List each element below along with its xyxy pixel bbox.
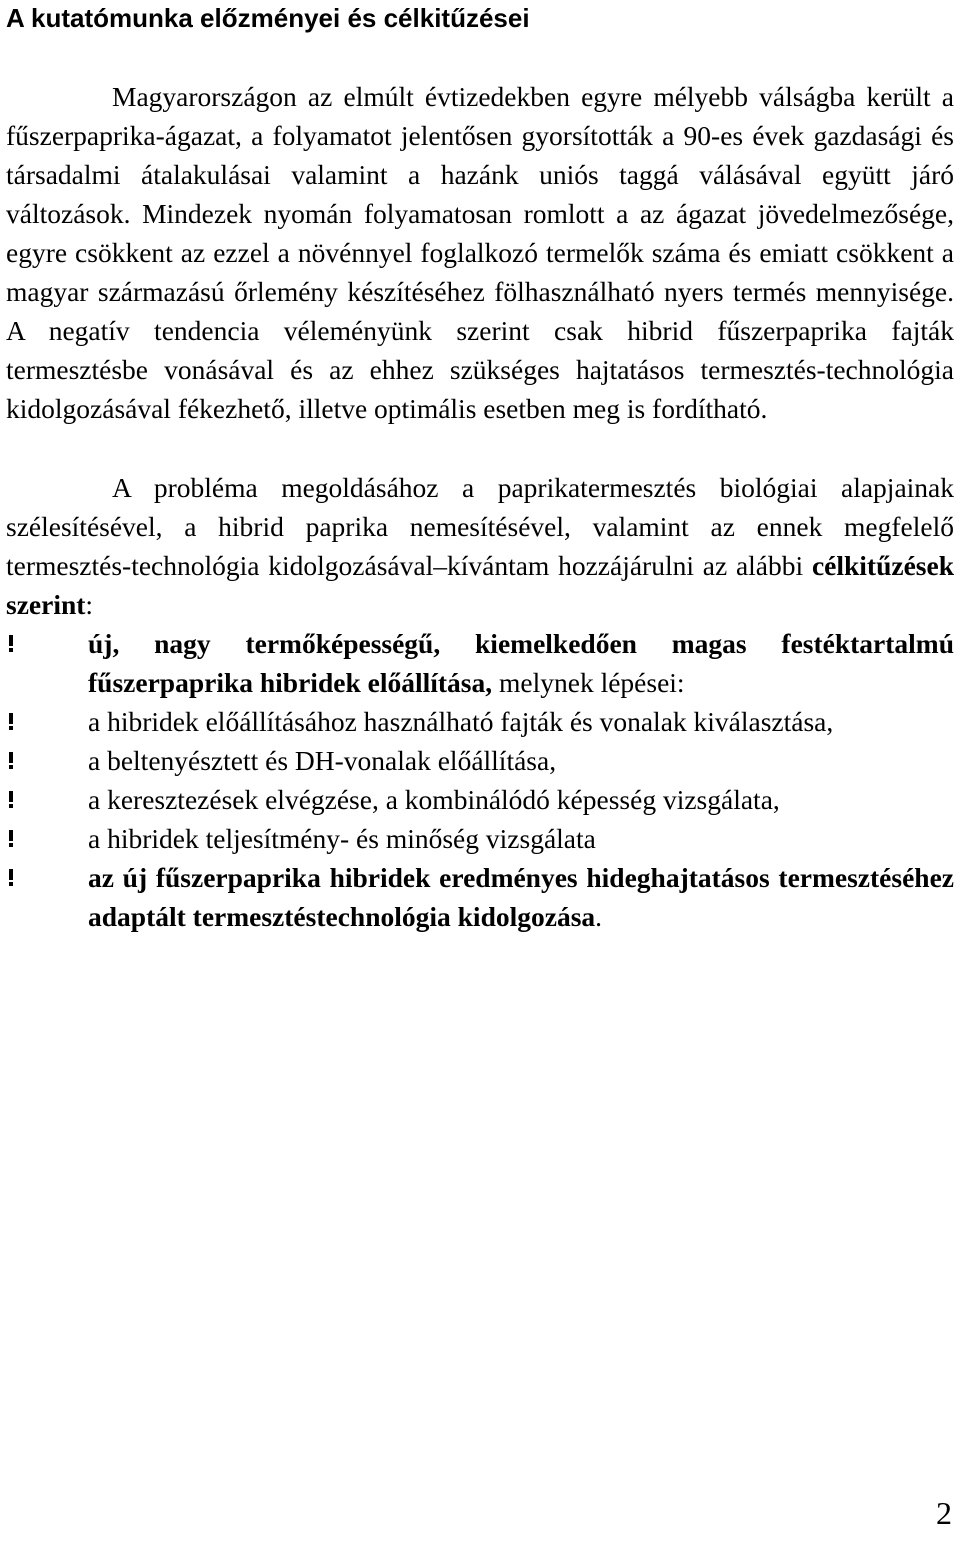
list-item-text: a beltenyésztett és DH-vonalak előállítása, [88,745,557,776]
list-item-text: melynek lépései: [492,667,685,698]
bullet-icon [6,752,16,769]
page-number: 2 [936,1495,952,1531]
goals-lead-text: A probléma megoldásához a paprikatermesztés biológiai alapjainak szélesítésével, a hibrid paprika nemesítésével, valamint az ennek megfelelő termesztés-technológia kidolgozásával–kívántam hozzájárulni az alábbi [6,472,954,581]
bullet-icon [6,830,16,847]
list-item-period: . [595,901,603,932]
document-page [6,0,954,936]
bullet-icon [6,635,16,652]
intro-paragraph: Magyarországon az elmúlt évtizedekben egyre mélyebb válságba került a fűszerpaprika-ágazat, a folyamatot jelentősen gyorsították a 90-es évek gazdasági és társadalmi átalakulásai valamint a hazánk uniós taggá válásával együtt járó változások. Mindezek nyomán folyamatosan romlott a az ágazat jövedelmezősége, egyre csökkent az ezzel a növénnyel foglalkozó termelők száma és emiatt csökkent a magyar származású őrlemény készítéséhez fölhasználható nyers termés mennyisége. A negatív tendencia véleményünk szerint csak hibrid fűszerpaprika fajták termesztésbe vonásával és az ehhez szükséges hajtatásos termesztés-technológia kidolgozásával fékezhető, illetve optimális esetben meg is fordítható. [6,81,954,424]
bullet-icon [6,713,16,730]
bullet-icon [6,791,16,808]
list-item-bold-text: új, nagy termőképességű, kiemelkedően magas festéktartalmú fűszerpaprika hibridek előállítása, [88,628,954,698]
list-item [6,858,954,936]
list-item [6,780,954,819]
bullet-icon [6,869,16,886]
goals-colon: : [85,589,94,620]
list-item [6,819,954,858]
list-item-bold-text: az új fűszerpaprika hibridek eredményes hideghajtatásos termesztéséhez adaptált termesztéstechnológia kidolgozása [88,862,954,932]
list-item [6,702,954,741]
goals-paragraph [6,468,954,624]
list-item [6,741,954,780]
list-item-text: a hibridek előállításához használható fajták és vonalak kiválasztása, [88,706,834,737]
list-item [6,624,954,702]
goals-bold-text: célkitűzések szerint [6,550,954,620]
list-item-text: a keresztezések elvégzése, a kombinálódó képesség vizsgálata, [88,784,780,815]
goals-list [6,624,954,936]
section-heading: A kutatómunka előzményei és célkitűzései [6,3,530,33]
list-item-text: a hibridek teljesítmény- és minőség vizsgálata [88,823,596,854]
